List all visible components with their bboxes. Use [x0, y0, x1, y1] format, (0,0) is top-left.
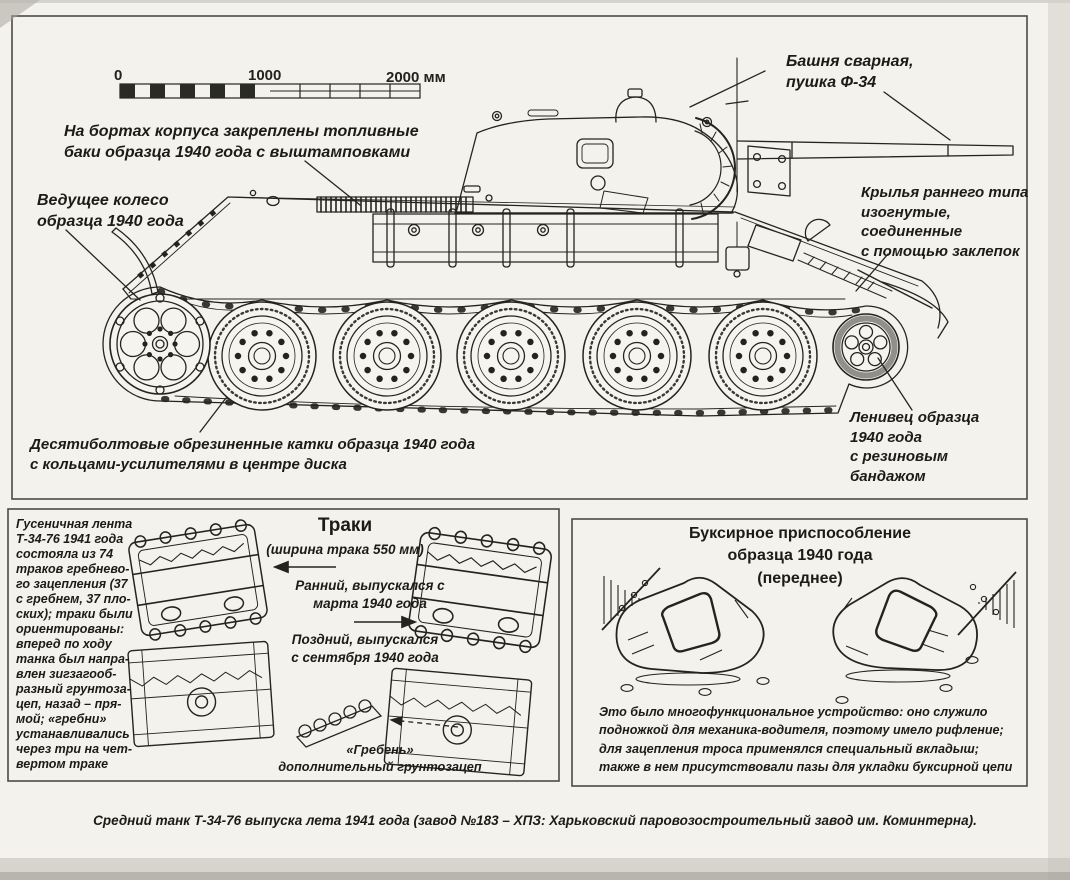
scale-tick-0: 0	[114, 67, 123, 84]
label-fuel-tanks: На бортах корпуса закреплены топливные баки образца 1940 года с выштамповками	[64, 123, 419, 161]
tracks-comb-label: «Гребень» дополнительный грунтозацеп	[278, 742, 482, 775]
antenna	[726, 58, 749, 277]
tracks-side-text: Гусеничная лента Т-34-76 1941 года состояла из 74 траков гребнево- го зацепления (37 с гребнем, 37 пло- ских); траки были ориентированы: вперед по ходу танка был напра- влен зигзагооб- разный грунтоза- цеп, назад – пря- мой; «гребни» устанавливались через три на чет- вертом траке	[16, 517, 133, 771]
leader-drive-wheel	[66, 230, 140, 300]
fuel-tank-box	[373, 209, 718, 267]
towing-description: Это было многофункциональное устройство: оно служило подножкой для механика-водителя, поэтому имело рифление; для зацепления троса применялся специальный вкладыш; также в нем присутствовали пазы для укладки буксирной цепи	[599, 705, 1013, 774]
scale-tick-1000: 1000	[248, 67, 282, 84]
tow-hook-left	[616, 578, 763, 685]
comb-grouser	[297, 700, 458, 747]
drive-sprocket	[110, 294, 210, 394]
page-caption: Средний танк Т-34-76 выпуска лета 1941 года (завод №183 – ХПЗ: Харьковский паровозостроительный завод им. Коминтерна).	[93, 813, 977, 828]
label-turret-gun: Башня сварная, пушка Ф-34	[786, 53, 914, 91]
leader-gun	[884, 92, 950, 140]
idler-wheel	[833, 314, 899, 380]
scale-bar	[120, 84, 420, 98]
scale-tick-2000: 2000 мм	[386, 69, 446, 86]
label-road-wheels: Десятиболтовые обрезиненные катки образца 1940 года с кольцами-усилителями в центре диска	[30, 436, 476, 473]
tow-hook-right	[833, 578, 977, 682]
towing-title: Буксирное приспособление образца 1940 года (переднее)	[688, 525, 912, 587]
tracks-subtitle: (ширина трака 550 мм)	[266, 542, 424, 557]
scan-corner-smudge	[0, 0, 40, 28]
tracks-early-label: Ранний, выпускался с марта 1940 года	[295, 578, 445, 611]
ground-pebbles	[621, 657, 978, 704]
tracks-title: Траки	[317, 515, 373, 536]
label-idler: Ленивец образца 1940 года с резиновым бандажом	[850, 409, 980, 485]
label-drive-wheel: Ведущее колесо образца 1940 года	[37, 192, 184, 230]
turret	[455, 89, 790, 219]
leader-turret	[690, 71, 765, 107]
label-fenders: Крылья раннего типа изогнутые, соединенные с помощью заклепок	[861, 184, 1029, 260]
tracks-late-label: Поздний, выпускался с сентября 1940 года	[291, 632, 439, 665]
